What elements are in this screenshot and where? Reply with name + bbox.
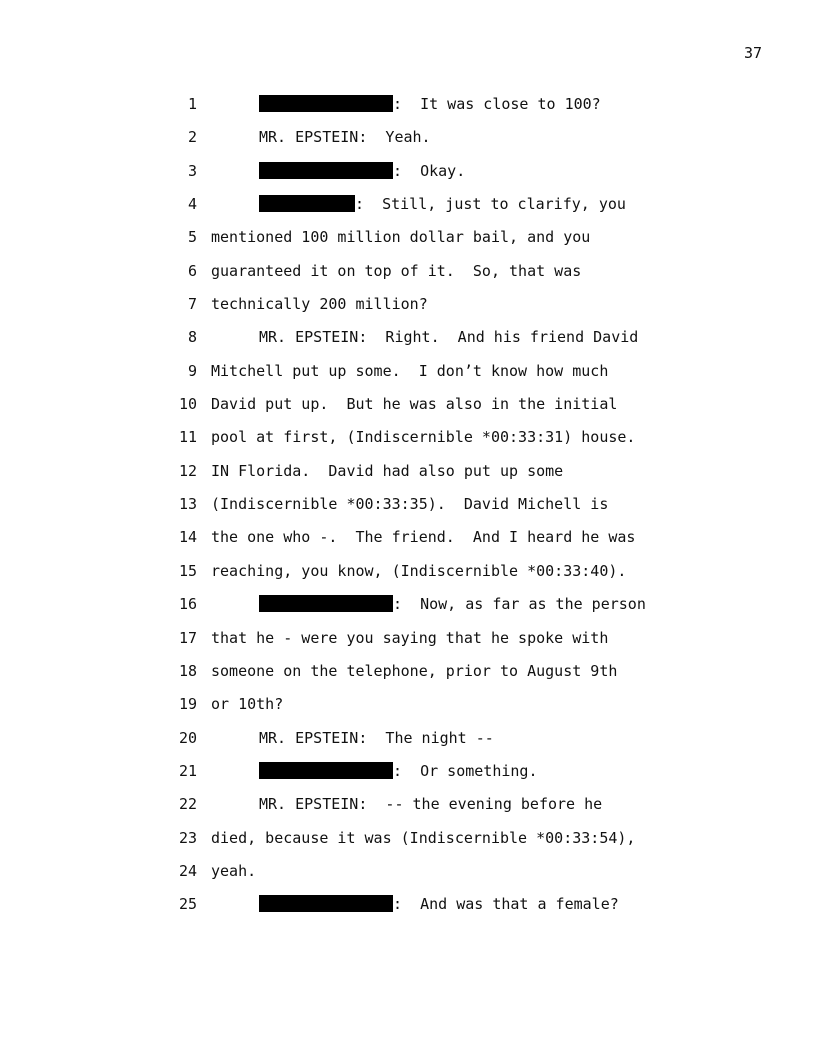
page-number: 37 [743,44,762,62]
line-number: 25 [178,895,197,914]
redaction-box [259,162,393,179]
transcript-line [0,828,816,861]
line-text: technically 200 million? [211,295,428,314]
line-text-container [211,427,635,447]
transcript-line [0,327,816,360]
line-text-container [211,628,608,648]
line-number: 4 [187,195,197,214]
line-number: 16 [178,595,197,614]
line-number: 5 [187,228,197,247]
line-text-container [211,661,617,681]
transcript-line [0,694,816,727]
line-number: 18 [178,661,197,680]
line-number: 11 [178,428,197,447]
line-text-container [211,227,590,247]
line-text-container [259,794,602,814]
transcript-line [0,861,816,894]
line-text-container [211,694,283,714]
redaction-box [259,762,393,779]
transcript-line [0,127,816,160]
transcript-line [0,461,816,494]
line-text: MR. EPSTEIN: -- the evening before he [259,795,603,814]
transcript-line [0,427,816,460]
line-text-container [259,327,638,347]
line-text: : It was close to 100? [393,95,601,113]
transcript-line [0,394,816,427]
line-text: : Still, just to clarify, you [355,195,626,214]
line-text: or 10th? [211,695,284,714]
line-text: pool at first, (Indiscernible *00:33:31) house. [211,428,636,447]
line-text-container [211,861,256,881]
line-text-container [211,527,635,547]
line-text: : Now, as far as the person [393,595,646,614]
line-text-container [211,261,581,281]
transcript-line [0,261,816,294]
transcript-line [0,794,816,827]
line-text-container [259,194,626,214]
transcript-body [0,94,816,928]
line-text: : Or something. [393,761,538,780]
transcript-line [0,94,816,127]
transcript-line [0,361,816,394]
line-number: 15 [178,561,197,580]
line-number: 8 [187,328,197,347]
transcript-line [0,527,816,560]
line-number: 7 [187,295,197,314]
redaction-box [259,895,393,912]
line-number: 10 [178,395,197,414]
line-text: (Indiscernible *00:33:35). David Michell is [211,495,609,514]
line-text: the one who -. The friend. And I heard he was [211,528,636,547]
line-text-container [211,561,626,581]
transcript-line [0,161,816,194]
line-text-container [259,127,431,147]
redaction-box [259,195,355,212]
line-text: MR. EPSTEIN: The night -- [259,728,494,747]
line-number: 24 [178,861,197,880]
transcript-line [0,494,816,527]
line-text-container [259,761,538,781]
line-text: David put up. But he was also in the initial [211,395,618,414]
transcript-line [0,628,816,661]
redaction-box [259,595,393,612]
line-number: 2 [187,128,197,147]
line-text: MR. EPSTEIN: Yeah. [259,128,431,147]
line-number: 23 [178,828,197,847]
line-text: Mitchell put up some. I don’t know how much [211,361,609,380]
line-number: 1 [187,95,197,113]
line-text: that he - were you saying that he spoke with [211,628,609,647]
line-number: 22 [178,795,197,814]
line-text-container [211,461,563,481]
line-number: 20 [178,728,197,747]
line-text-container [211,361,608,381]
line-text-container [259,161,465,181]
line-number: 12 [178,461,197,480]
transcript-line [0,194,816,227]
line-text: someone on the telephone, prior to August 9th [211,661,618,680]
line-text-container [259,728,494,748]
transcript-line [0,294,816,327]
transcript-line [0,728,816,761]
line-text: died, because it was (Indiscernible *00:33:54), [211,828,636,847]
line-text-container [259,894,619,914]
line-text-container [211,294,428,314]
line-number: 13 [178,495,197,514]
transcript-line [0,761,816,794]
line-number: 19 [178,695,197,714]
line-text: : And was that a female? [393,895,619,914]
line-text-container [211,394,617,414]
line-text: MR. EPSTEIN: Right. And his friend David [259,328,639,347]
transcript-line [0,594,816,627]
line-number: 14 [178,528,197,547]
transcript-line [0,894,816,927]
line-number: 9 [187,361,197,380]
line-number: 17 [178,628,197,647]
transcript-line [0,227,816,260]
line-text: reaching, you know, (Indiscernible *00:33:40). [211,561,627,580]
transcript-line [0,561,816,594]
line-text: : Okay. [393,161,466,180]
line-text-container [211,494,608,514]
line-text-container [259,94,601,114]
line-number: 6 [187,261,197,280]
redaction-box [259,95,393,112]
line-text: guaranteed it on top of it. So, that was [211,261,582,280]
line-number: 21 [178,761,197,780]
line-text: mentioned 100 million dollar bail, and you [211,228,591,247]
transcript-line [0,661,816,694]
line-text: yeah. [211,861,257,880]
line-number: 3 [187,161,197,180]
line-text: IN Florida. David had also put up some [211,461,564,480]
line-text-container [259,594,646,614]
line-text-container [211,828,635,848]
